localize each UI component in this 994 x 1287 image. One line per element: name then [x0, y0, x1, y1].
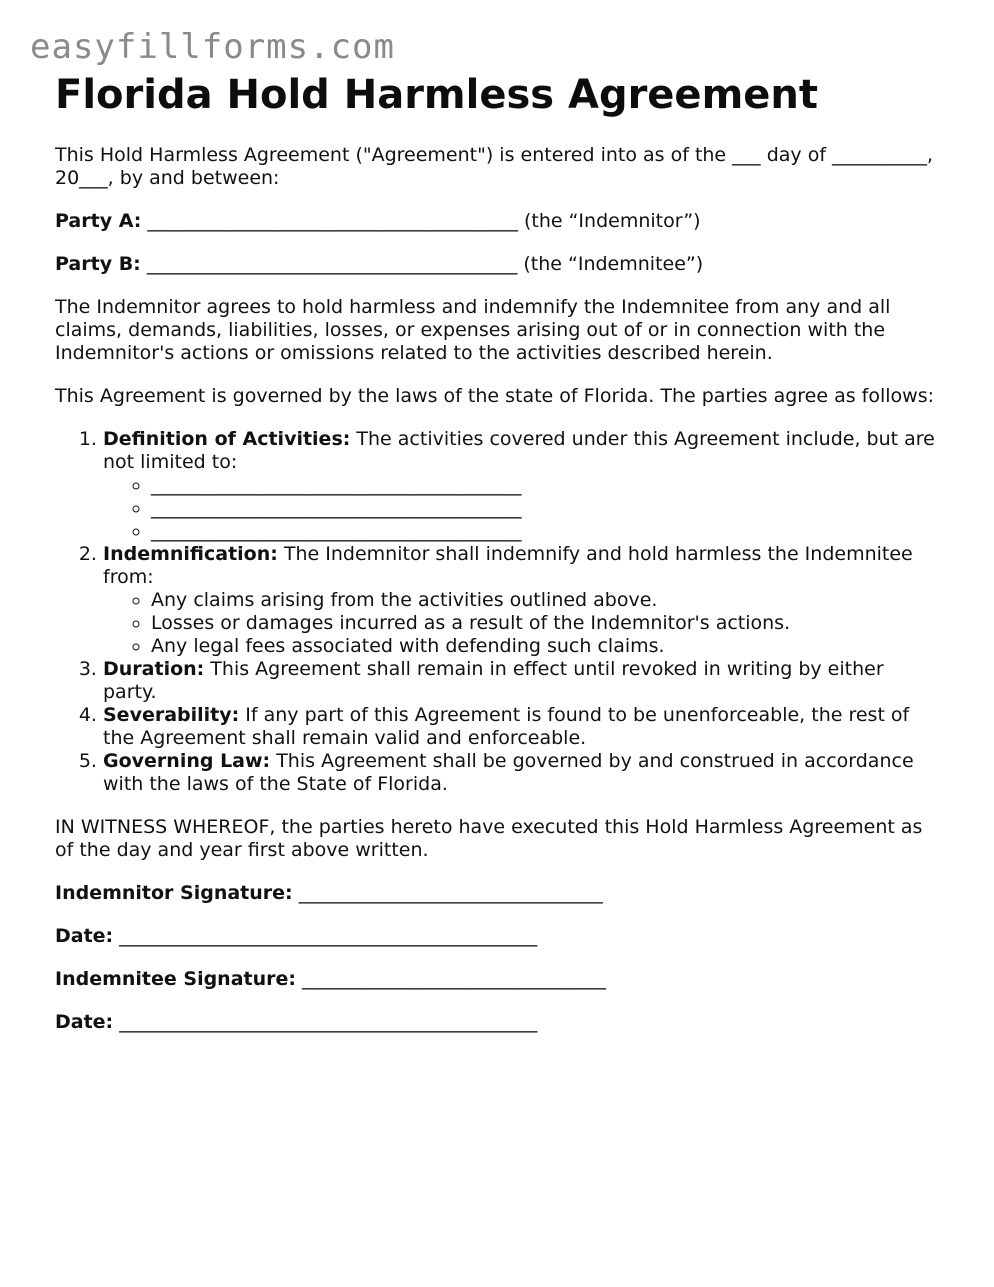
clause-text: If any part of this Agreement is found to be unenforceable, the rest of the Agreement shall remain valid and enforceable. — [103, 704, 910, 749]
intro-paragraph: This Hold Harmless Agreement ("Agreement") is entered into as of the ___ day of __________, 20___, by and between: — [55, 144, 934, 189]
party-a-line — [55, 210, 940, 233]
date-label: Date: — [55, 1011, 114, 1033]
clause-heading: Governing Law: — [103, 750, 271, 772]
clause-definition — [103, 428, 940, 543]
activities-sublist — [103, 474, 940, 543]
date-line-1 — [55, 925, 940, 948]
indemnitor-signature-blank: ________________________________ — [292, 882, 603, 904]
activity-blank: ◦ _______________________________________ — [151, 497, 940, 520]
date-label: Date: — [55, 925, 114, 947]
clause-heading: Duration: — [103, 658, 205, 680]
indemnitor-signature-line — [55, 882, 940, 905]
indemnitee-signature-label: Indemnitee Signature: — [55, 968, 296, 990]
indemnification-item: ◦ Losses or damages incurred as a result of the Indemnitor's actions. — [151, 612, 940, 635]
indemnification-item: ◦ Any claims arising from the activities outlined above. — [151, 589, 940, 612]
clause-duration — [103, 658, 940, 704]
party-b-blank: _______________________________________ — [140, 253, 524, 275]
clause-severability — [103, 704, 940, 750]
date-blank: ____________________________________________ — [113, 1011, 538, 1033]
clause-heading: Indemnification: — [103, 543, 278, 565]
document-body — [55, 72, 940, 1054]
clause-text: The activities covered under this Agreement include, but are not limited to: — [103, 428, 935, 473]
activity-blank: ◦ _______________________________________ — [151, 520, 940, 543]
document-title: Florida Hold Harmless Agreement — [55, 72, 818, 118]
clause-indemnification — [103, 543, 940, 658]
watermark-logo: easyfillforms.com — [30, 27, 395, 67]
party-b-label: Party B: — [55, 253, 141, 275]
indemnitee-signature-line — [55, 968, 940, 991]
clause-text: The Indemnitor shall indemnify and hold harmless the Indemnitee from: — [103, 543, 913, 588]
clause-text: This Agreement shall remain in effect until revoked in writing by either party. — [103, 658, 884, 703]
indemnitor-signature-label: Indemnitor Signature: — [55, 882, 293, 904]
indemnify-paragraph: The Indemnitor agrees to hold harmless and indemnify the Indemnitee from any and all claims, demands, liabilities, losses, or expenses arising out of or in connection with the Indemnitor's actions or omissions related to the activities described herein. — [55, 296, 891, 364]
party-a-label: Party A: — [55, 210, 142, 232]
clause-heading: Definition of Activities: — [103, 428, 351, 450]
clause-governing-law — [103, 750, 940, 796]
governed-paragraph: This Agreement is governed by the laws of the state of Florida. The parties agree as follows: — [55, 385, 935, 407]
clauses-list — [55, 428, 940, 796]
clause-heading: Severability: — [103, 704, 240, 726]
indemnitee-signature-blank: ________________________________ — [296, 968, 607, 990]
indemnification-sublist — [103, 589, 940, 658]
indemnification-item: ◦ Any legal fees associated with defending such claims. — [151, 635, 940, 658]
party-b-line — [55, 253, 940, 276]
clause-text: This Agreement shall be governed by and construed in accordance with the laws of the State of Florida. — [103, 750, 914, 795]
party-a-blank: _______________________________________ — [141, 210, 524, 232]
witness-paragraph: IN WITNESS WHEREOF, the parties hereto have executed this Hold Harmless Agreement as of the day and year first above written. — [55, 816, 923, 861]
party-a-role: (the “Indemnitor”) — [523, 210, 701, 232]
party-b-role: (the “Indemnitee”) — [523, 253, 704, 275]
activity-blank: ◦ _______________________________________ — [151, 474, 940, 497]
date-line-2 — [55, 1011, 940, 1034]
date-blank: ____________________________________________ — [113, 925, 538, 947]
